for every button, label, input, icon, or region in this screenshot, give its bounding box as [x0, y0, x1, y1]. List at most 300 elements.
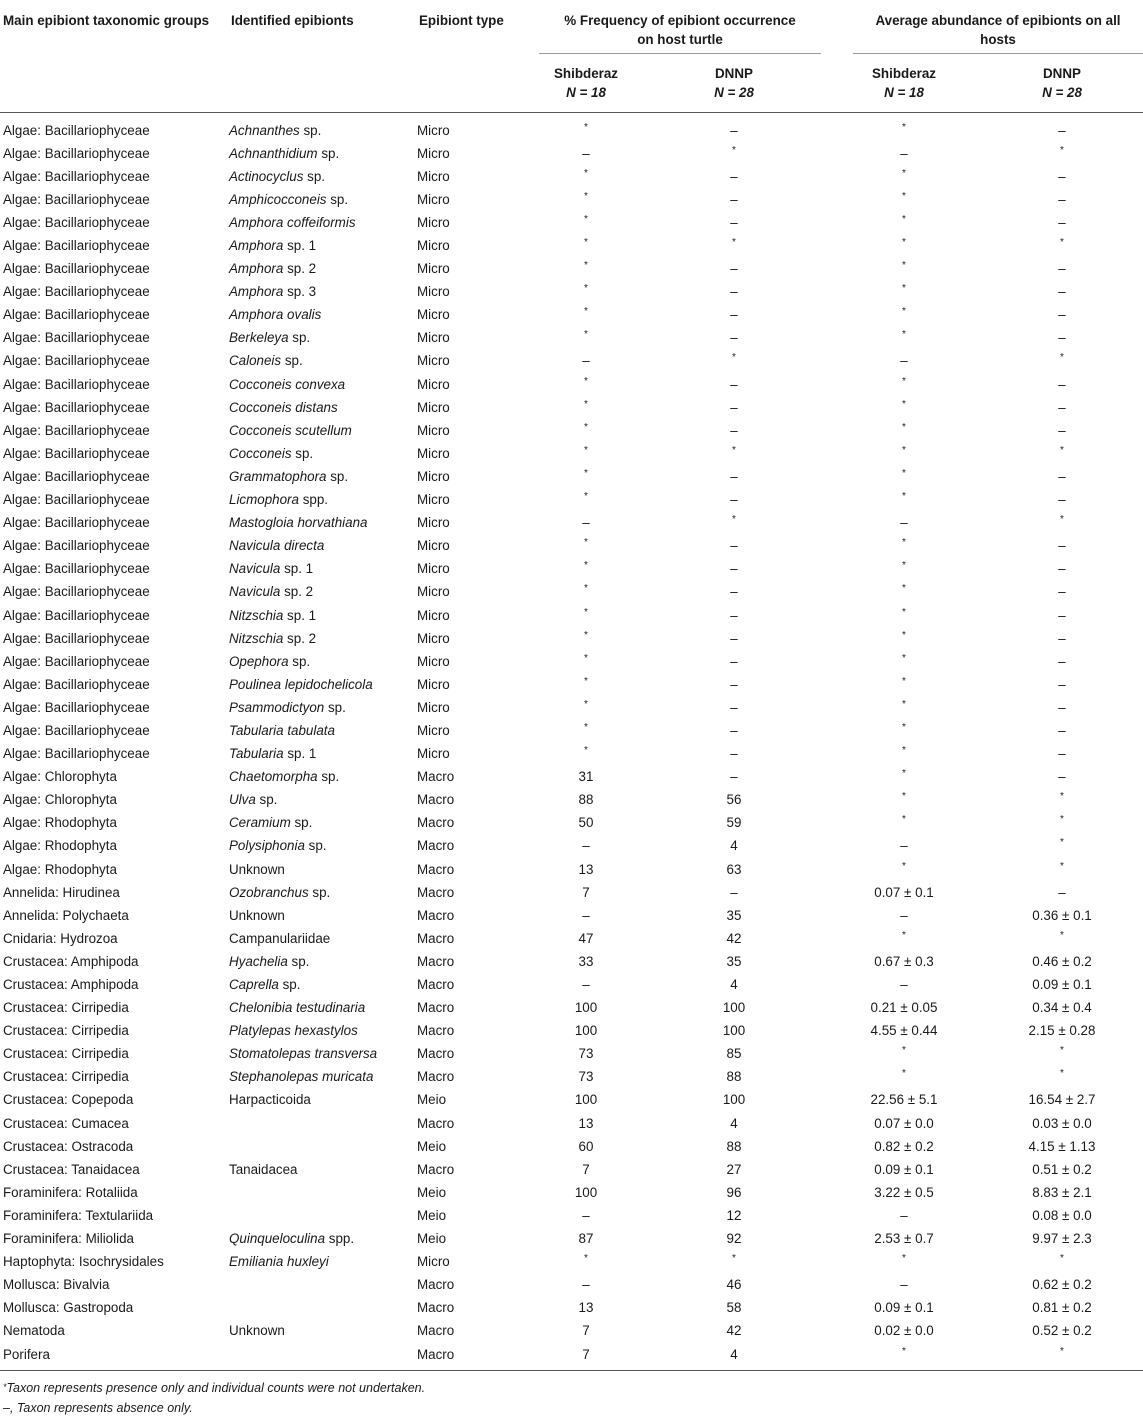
cell-value: 4.55 ± 0.44 — [870, 1023, 938, 1039]
cell-value: * — [902, 652, 906, 664]
species-italic: Amphora ovalis — [229, 307, 322, 323]
species-roman: spp. — [298, 492, 328, 508]
species-italic: Polysiphonia — [229, 838, 305, 854]
cell-species — [228, 881, 416, 904]
cell-f1 — [531, 419, 641, 442]
table-row — [0, 1088, 1143, 1111]
cell-value: * — [584, 329, 588, 341]
table-row — [0, 719, 1143, 742]
cell-group: Algae: Bacillariophyceae — [3, 330, 150, 346]
cell-f2 — [641, 580, 827, 603]
cell-value: 0.08 ± 0.0 — [1032, 1207, 1092, 1223]
cell-a1 — [827, 765, 981, 788]
cell-a2 — [981, 1250, 1143, 1273]
cell-group: Porifera — [0, 1342, 228, 1370]
cell-value: 0.46 ± 0.2 — [1032, 953, 1092, 969]
table-row — [0, 280, 1143, 303]
cell-value: 88 — [726, 1069, 742, 1085]
cell-value: – — [730, 307, 738, 323]
cell-group: Algae: Rhodophyta — [3, 861, 117, 877]
table-row — [0, 1342, 1143, 1370]
cell-a2 — [981, 673, 1143, 696]
cell-f1 — [531, 1065, 641, 1088]
cell-f2 — [641, 280, 827, 303]
cell-type: Micro — [417, 261, 450, 277]
cell-a1 — [827, 1019, 981, 1042]
cell-f1 — [531, 996, 641, 1019]
cell-value: – — [900, 353, 908, 369]
cell-value: – — [730, 676, 738, 692]
species-italic: Mastogloia horvathiana — [229, 515, 368, 531]
species-roman: sp. — [290, 815, 313, 831]
cell-value: * — [584, 375, 588, 387]
cell-f2 — [641, 765, 827, 788]
cell-type: Macro — [417, 1023, 455, 1039]
cell-f2 — [641, 188, 827, 211]
cell-value: 0.03 ± 0.0 — [1032, 1115, 1092, 1131]
table-row — [0, 488, 1143, 511]
cell-group: Crustacea: Cirripedia — [3, 1023, 129, 1039]
cell-a2 — [981, 1204, 1143, 1227]
cell-value: 88 — [578, 792, 594, 808]
cell-a2 — [981, 1181, 1143, 1204]
cell-value: * — [584, 190, 588, 202]
cell-a1 — [827, 788, 981, 811]
cell-value: 0.21 ± 0.05 — [870, 1000, 938, 1016]
cell-value: – — [1058, 122, 1066, 138]
cell-species — [228, 1135, 416, 1158]
cell-value: * — [902, 283, 906, 295]
cell-value: 0.02 ± 0.0 — [874, 1323, 934, 1339]
cell-f2 — [641, 1319, 827, 1342]
table-row — [0, 627, 1143, 650]
species-italic: Ceramium — [229, 815, 291, 831]
cell-value: * — [902, 491, 906, 503]
species-roman: spp. — [325, 1231, 355, 1247]
cell-value: – — [1058, 168, 1066, 184]
cell-a1 — [827, 442, 981, 465]
cell-value: * — [1060, 237, 1064, 249]
species-roman: sp. — [303, 168, 326, 184]
cell-value: 0.36 ± 0.1 — [1032, 907, 1092, 923]
subheader-site: Shibderaz — [554, 66, 618, 81]
species-roman: Unknown — [229, 1323, 285, 1339]
subheader-site: Shibderaz — [872, 66, 936, 81]
cell-species — [228, 1158, 416, 1181]
cell-f1 — [531, 165, 641, 188]
cell-f2 — [641, 1019, 827, 1042]
cell-value: 35 — [726, 907, 742, 923]
cell-value: 0.07 ± 0.0 — [874, 1115, 934, 1131]
cell-group: Algae: Bacillariophyceae — [3, 376, 150, 392]
table-row — [0, 1065, 1143, 1088]
cell-f1 — [531, 234, 641, 257]
table-row — [0, 442, 1143, 465]
cell-species — [228, 280, 416, 303]
cell-species — [228, 973, 416, 996]
cell-value: – — [730, 376, 738, 392]
cell-a1 — [827, 673, 981, 696]
cell-group: Foraminifera: Miliolida — [3, 1231, 134, 1247]
cell-value: * — [1060, 444, 1064, 456]
cell-f2 — [641, 1296, 827, 1319]
cell-species — [228, 373, 416, 396]
cell-value: * — [902, 814, 906, 826]
cell-a1 — [827, 1112, 981, 1135]
table-row — [0, 1135, 1143, 1158]
cell-value: * — [584, 675, 588, 687]
cell-f1 — [531, 396, 641, 419]
table-row — [0, 1112, 1143, 1135]
cell-value: * — [1060, 860, 1064, 872]
cell-species — [228, 234, 416, 257]
cell-a2 — [981, 834, 1143, 857]
cell-f1 — [531, 442, 641, 465]
cell-f1 — [531, 326, 641, 349]
cell-value: 63 — [726, 861, 742, 877]
cell-group: Crustacea: Cirripedia — [3, 1000, 129, 1016]
cell-a2 — [981, 511, 1143, 534]
cell-value: 100 — [722, 1000, 746, 1016]
cell-value: 27 — [726, 1161, 742, 1177]
cell-a1 — [827, 1250, 981, 1273]
cell-value: – — [730, 422, 738, 438]
cell-f1 — [531, 349, 641, 372]
footnote-absence: –, Taxon represents absence only. — [3, 1400, 193, 1415]
cell-group: Crustacea: Ostracoda — [3, 1138, 134, 1154]
cell-a1 — [827, 696, 981, 719]
cell-f2 — [641, 257, 827, 280]
cell-value: * — [902, 121, 906, 133]
species-italic: Amphora coffeiformis — [229, 214, 356, 230]
cell-value: 13 — [578, 861, 594, 877]
cell-species — [228, 765, 416, 788]
cell-type: Micro — [417, 722, 450, 738]
cell-a2 — [981, 488, 1143, 511]
species-italic: Berkeleya — [229, 330, 289, 346]
cell-species — [228, 580, 416, 603]
cell-value: * — [902, 190, 906, 202]
cell-a2 — [981, 557, 1143, 580]
header-abundance-text: Average abundance of epibionts on all hosts — [875, 13, 1121, 47]
cell-f1 — [531, 950, 641, 973]
table-row — [0, 603, 1143, 626]
species-italic: Tabularia — [229, 746, 284, 762]
species-italic: Grammatophora — [229, 468, 327, 484]
cell-a1 — [827, 326, 981, 349]
cell-value: * — [584, 398, 588, 410]
cell-species — [228, 534, 416, 557]
cell-a1 — [827, 557, 981, 580]
cell-f2 — [641, 1342, 827, 1370]
subheader-n: N = 18 — [884, 85, 924, 100]
cell-species — [228, 719, 416, 742]
cell-value: 8.83 ± 2.1 — [1032, 1184, 1092, 1200]
cell-f1 — [531, 1181, 641, 1204]
cell-a2 — [981, 419, 1143, 442]
cell-value: 7 — [582, 1346, 590, 1362]
cell-a2 — [981, 188, 1143, 211]
species-roman: sp. — [326, 468, 349, 484]
cell-value: 56 — [726, 792, 742, 808]
cell-value: * — [902, 537, 906, 549]
cell-value: 100 — [574, 1092, 598, 1108]
cell-a1 — [827, 927, 981, 950]
cell-f2 — [641, 1065, 827, 1088]
species-italic: Navicula — [229, 584, 281, 600]
table-row — [0, 303, 1143, 326]
table-row — [0, 1227, 1143, 1250]
cell-a2 — [981, 142, 1143, 165]
cell-value: – — [900, 977, 908, 993]
cell-a1 — [827, 858, 981, 881]
cell-type: Meio — [417, 1231, 447, 1247]
cell-f2 — [641, 673, 827, 696]
species-italic: Achnanthes — [229, 122, 300, 138]
cell-a2 — [981, 973, 1143, 996]
cell-a2 — [981, 1065, 1143, 1088]
subheader-freq-shibderaz — [531, 56, 641, 112]
cell-type: Micro — [417, 492, 450, 508]
cell-a2 — [981, 742, 1143, 765]
cell-f1 — [531, 188, 641, 211]
cell-value: 12 — [726, 1207, 742, 1223]
cell-value: 0.52 ± 0.2 — [1032, 1323, 1092, 1339]
cell-value: – — [730, 168, 738, 184]
cell-f1 — [531, 811, 641, 834]
cell-type: Micro — [417, 168, 450, 184]
cell-a2 — [981, 1296, 1143, 1319]
cell-a2 — [981, 1227, 1143, 1250]
species-italic: Stephanolepas muricata — [229, 1069, 374, 1085]
cell-f1 — [531, 627, 641, 650]
cell-species — [228, 927, 416, 950]
cell-value: – — [730, 122, 738, 138]
cell-species — [228, 627, 416, 650]
cell-a1 — [827, 719, 981, 742]
cell-species — [228, 1296, 416, 1319]
cell-value: * — [584, 606, 588, 618]
cell-value: – — [1058, 561, 1066, 577]
species-italic: Amphicocconeis — [229, 191, 327, 207]
cell-a2 — [981, 465, 1143, 488]
cell-value: – — [1058, 699, 1066, 715]
cell-a1 — [827, 211, 981, 234]
cell-a2 — [981, 603, 1143, 626]
cell-f2 — [641, 1088, 827, 1111]
cell-f1 — [531, 1296, 641, 1319]
cell-species — [228, 349, 416, 372]
cell-value: * — [584, 306, 588, 318]
species-roman: sp. — [288, 653, 311, 669]
cell-value: – — [1058, 399, 1066, 415]
cell-f1 — [531, 303, 641, 326]
cell-value: * — [732, 352, 736, 364]
cell-f2 — [641, 603, 827, 626]
species-roman: sp. — [288, 330, 311, 346]
cell-a2 — [981, 1042, 1143, 1065]
cell-type: Macro — [417, 930, 455, 946]
cell-species — [228, 811, 416, 834]
cell-value: 58 — [726, 1300, 742, 1316]
header-species: Identified epibionts — [231, 13, 354, 28]
table-row — [0, 696, 1143, 719]
cell-group: Foraminifera: Rotaliida — [3, 1184, 138, 1200]
cell-a2 — [981, 1158, 1143, 1181]
species-roman: sp. 2 — [283, 630, 317, 646]
cell-a1 — [827, 1088, 981, 1111]
cell-value: – — [1058, 630, 1066, 646]
cell-value: 22.56 ± 5.1 — [870, 1092, 938, 1108]
cell-a2 — [981, 788, 1143, 811]
cell-f1 — [531, 112, 641, 142]
cell-value: 42 — [726, 930, 742, 946]
cell-value: – — [582, 907, 590, 923]
cell-value: – — [730, 214, 738, 230]
cell-value: * — [584, 467, 588, 479]
table-row — [0, 927, 1143, 950]
cell-value: * — [584, 421, 588, 433]
cell-f2 — [641, 1204, 827, 1227]
cell-group: Algae: Bacillariophyceae — [3, 468, 150, 484]
cell-value: – — [582, 353, 590, 369]
cell-value: 92 — [726, 1231, 742, 1247]
cell-value: * — [902, 306, 906, 318]
cell-f1 — [531, 1019, 641, 1042]
footnote-star-mark: * — [3, 1381, 7, 1392]
cell-type: Micro — [417, 238, 450, 254]
cell-value: * — [584, 560, 588, 572]
subheader-abund-shibderaz — [827, 56, 981, 112]
species-roman: sp. 2 — [280, 584, 314, 600]
cell-a2 — [981, 811, 1143, 834]
cell-a1 — [827, 1319, 981, 1342]
cell-value: – — [900, 515, 908, 531]
cell-value: 0.09 ± 0.1 — [1032, 977, 1092, 993]
cell-a2 — [981, 950, 1143, 973]
cell-a2 — [981, 1019, 1143, 1042]
table-row — [0, 557, 1143, 580]
cell-value: 85 — [726, 1046, 742, 1062]
cell-value: * — [902, 768, 906, 780]
table-row — [0, 234, 1143, 257]
cell-value: 88 — [726, 1138, 742, 1154]
cell-value: * — [584, 721, 588, 733]
cell-species — [228, 673, 416, 696]
species-roman: Tanaidacea — [229, 1161, 298, 1177]
cell-group: Crustacea: Cirripedia — [3, 1069, 129, 1085]
cell-f1 — [531, 1088, 641, 1111]
cell-a1 — [827, 165, 981, 188]
cell-value: * — [584, 537, 588, 549]
cell-type: Micro — [417, 122, 450, 138]
cell-value: – — [1058, 214, 1066, 230]
cell-group: Haptophyta: Isochrysidales — [3, 1254, 164, 1270]
cell-f2 — [641, 234, 827, 257]
cell-value: – — [900, 1207, 908, 1223]
cell-value: * — [902, 606, 906, 618]
cell-species — [228, 1273, 416, 1296]
species-italic: Achnanthidium — [229, 145, 318, 161]
cell-value: – — [1058, 261, 1066, 277]
cell-f2 — [641, 142, 827, 165]
cell-group: Algae: Bacillariophyceae — [3, 445, 150, 461]
cell-species — [228, 142, 416, 165]
cell-f2 — [641, 1112, 827, 1135]
cell-value: – — [730, 561, 738, 577]
cell-value: – — [1058, 468, 1066, 484]
cell-value: – — [730, 746, 738, 762]
cell-f2 — [641, 858, 827, 881]
cell-a1 — [827, 511, 981, 534]
subheader-n: N = 18 — [566, 85, 606, 100]
cell-f1 — [531, 858, 641, 881]
cell-f1 — [531, 1227, 641, 1250]
cell-a1 — [827, 603, 981, 626]
cell-species — [228, 950, 416, 973]
cell-value: – — [1058, 492, 1066, 508]
species-italic: Psammodictyon — [229, 699, 325, 715]
cell-a2 — [981, 326, 1143, 349]
cell-a1 — [827, 742, 981, 765]
cell-value: * — [902, 1068, 906, 1080]
cell-value: * — [902, 721, 906, 733]
species-roman: sp. — [304, 838, 327, 854]
cell-a2 — [981, 303, 1143, 326]
cell-a1 — [827, 950, 981, 973]
cell-group: Crustacea: Amphipoda — [3, 953, 139, 969]
cell-f2 — [641, 1158, 827, 1181]
cell-group: Algae: Bacillariophyceae — [3, 238, 150, 254]
species-roman: Harpacticoida — [229, 1092, 311, 1108]
cell-type: Micro — [417, 515, 450, 531]
cell-value: * — [584, 260, 588, 272]
cell-f1 — [531, 1135, 641, 1158]
cell-type: Macro — [417, 953, 455, 969]
header-group: Main epibiont taxonomic groups — [3, 13, 210, 28]
cell-value: * — [732, 1253, 736, 1265]
cell-value: – — [730, 261, 738, 277]
cell-species — [228, 788, 416, 811]
cell-value: – — [900, 907, 908, 923]
table-row — [0, 650, 1143, 673]
cell-group: Algae: Bacillariophyceae — [3, 122, 150, 138]
cell-type: Micro — [417, 584, 450, 600]
cell-value: 100 — [722, 1092, 746, 1108]
cell-a2 — [981, 904, 1143, 927]
cell-f1 — [531, 696, 641, 719]
table-row — [0, 349, 1143, 372]
cell-value: 9.97 ± 2.3 — [1032, 1231, 1092, 1247]
cell-f1 — [531, 465, 641, 488]
species-italic: Amphora — [229, 284, 284, 300]
cell-value: * — [1060, 814, 1064, 826]
cell-type: Macro — [417, 815, 455, 831]
table-row — [0, 1042, 1143, 1065]
cell-a1 — [827, 373, 981, 396]
cell-f2 — [641, 557, 827, 580]
cell-value: – — [1058, 884, 1066, 900]
cell-value: * — [584, 1253, 588, 1265]
cell-value: * — [584, 237, 588, 249]
species-italic: Quinqueloculina — [229, 1231, 326, 1247]
cell-f1 — [531, 488, 641, 511]
cell-type: Micro — [417, 399, 450, 415]
cell-f1 — [531, 1158, 641, 1181]
species-italic: Tabularia tabulata — [229, 722, 335, 738]
cell-value: 3.22 ± 0.5 — [874, 1184, 934, 1200]
table-row — [0, 765, 1143, 788]
